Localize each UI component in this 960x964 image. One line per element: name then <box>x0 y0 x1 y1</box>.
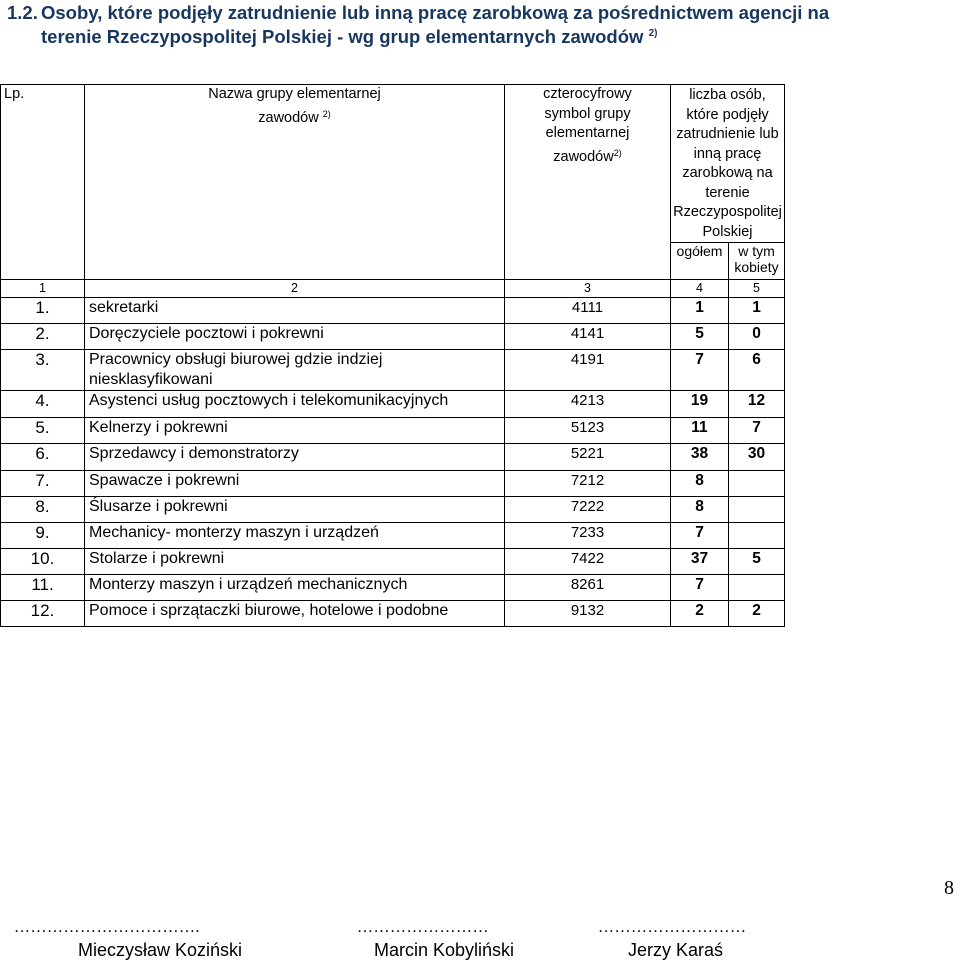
occupations-table <box>0 84 785 627</box>
signature-name: Jerzy Karaś <box>628 940 724 960</box>
row-women <box>729 471 785 497</box>
row-total: 5 <box>671 324 729 350</box>
row-total: 19 <box>671 391 729 418</box>
row-women: 0 <box>729 324 785 350</box>
row-symbol: 9132 <box>505 601 671 627</box>
header-name: Nazwa grupy elementarnej zawodów $^{2)}$ <box>85 85 505 280</box>
row-symbol: 7222 <box>505 497 671 523</box>
row-symbol: 4213 <box>505 391 671 418</box>
signature-name: Marcin Kobyliński <box>374 940 515 960</box>
row-symbol: 4191 <box>505 350 671 391</box>
row-total: 11 <box>671 418 729 444</box>
row-lp: 1. <box>1 298 85 324</box>
heading-line1: Osoby, które podjęły zatrudnienie lub inną pracę zarobkową za pośrednictwem agencji na <box>41 2 830 23</box>
row-lp: 5. <box>1 418 85 444</box>
row-total: 8 <box>671 471 729 497</box>
table-row <box>1 298 785 324</box>
row-women: 2 <box>729 601 785 627</box>
table-row <box>1 575 785 601</box>
table-row <box>1 418 785 444</box>
row-total: 38 <box>671 444 729 471</box>
column-number: 2 <box>85 280 505 298</box>
row-name: Ślusarze i pokrewni <box>85 497 505 523</box>
row-total: 8 <box>671 497 729 523</box>
row-symbol: 8261 <box>505 575 671 601</box>
row-name: Pracownicy obsługi biurowej gdzie indziej niesklasyfikowani <box>85 350 505 391</box>
row-total: 2 <box>671 601 729 627</box>
row-women: 12 <box>729 391 785 418</box>
row-name: Sprzedawcy i demonstratorzy <box>85 444 505 471</box>
row-women <box>729 497 785 523</box>
row-lp: 10. <box>1 549 85 575</box>
row-symbol: 7212 <box>505 471 671 497</box>
row-name: Kelnerzy i pokrewni <box>85 418 505 444</box>
row-lp: 3. <box>1 350 85 391</box>
heading-number: 1.2. <box>7 2 38 23</box>
table-row <box>1 391 785 418</box>
header-total: ogółem <box>671 243 729 280</box>
table-row <box>1 471 785 497</box>
row-name: sekretarki <box>85 298 505 324</box>
table-row <box>1 601 785 627</box>
row-women <box>729 523 785 549</box>
header-women: w tym kobiety <box>729 243 785 280</box>
row-symbol: 4111 <box>505 298 671 324</box>
row-name: Stolarze i pokrewni <box>85 549 505 575</box>
row-total: 7 <box>671 523 729 549</box>
signature-line: ……………………………. <box>14 919 200 936</box>
row-name: Asystenci usług pocztowych i telekomunikacyjnych <box>85 391 505 418</box>
row-women: 1 <box>729 298 785 324</box>
table-row <box>1 444 785 471</box>
row-total: 7 <box>671 350 729 391</box>
row-lp: 2. <box>1 324 85 350</box>
page-number: 8 <box>944 877 954 899</box>
row-lp: 12. <box>1 601 85 627</box>
table-row <box>1 324 785 350</box>
row-symbol: 5221 <box>505 444 671 471</box>
heading-footnote-ref: 2) <box>648 28 658 39</box>
row-lp: 7. <box>1 471 85 497</box>
row-name: Doręczyciele pocztowi i pokrewni <box>85 324 505 350</box>
header-lp: Lp. <box>1 85 85 280</box>
row-total: 1 <box>671 298 729 324</box>
table-row <box>1 523 785 549</box>
heading-line2: terenie Rzeczypospolitej Polskiej - wg grup elementarnych zawodów <box>41 26 644 47</box>
signature-name: Mieczysław Koziński <box>78 940 243 960</box>
row-women <box>729 575 785 601</box>
row-women: 5 <box>729 549 785 575</box>
column-number: 4 <box>671 280 729 298</box>
table-row <box>1 350 785 391</box>
column-number: 3 <box>505 280 671 298</box>
row-symbol: 4141 <box>505 324 671 350</box>
row-name: Monterzy maszyn i urządzeń mechanicznych <box>85 575 505 601</box>
table-heading <box>7 2 957 47</box>
row-total: 37 <box>671 549 729 575</box>
row-name: Spawacze i pokrewni <box>85 471 505 497</box>
column-number-row <box>1 280 785 298</box>
row-women: 6 <box>729 350 785 391</box>
row-name: Mechanicy- monterzy maszyn i urządzeń <box>85 523 505 549</box>
row-symbol: 7422 <box>505 549 671 575</box>
column-number: 1 <box>1 280 85 298</box>
row-women: 30 <box>729 444 785 471</box>
table-row <box>1 549 785 575</box>
row-lp: 6. <box>1 444 85 471</box>
row-lp: 8. <box>1 497 85 523</box>
row-symbol: 5123 <box>505 418 671 444</box>
row-lp: 4. <box>1 391 85 418</box>
table-row <box>1 497 785 523</box>
column-number: 5 <box>729 280 785 298</box>
signature-line: …………………… <box>357 919 489 936</box>
signature-line: ……………………… <box>598 919 747 936</box>
header-symbol: czterocyfrowy symbol grupy elementarnej zawodów$^{2)}$ <box>505 85 671 280</box>
row-name: Pomoce i sprzątaczki biurowe, hotelowe i podobne <box>85 601 505 627</box>
row-symbol: 7233 <box>505 523 671 549</box>
row-total: 7 <box>671 575 729 601</box>
header-count: liczba osób, które podjęły zatrudnienie lub inną pracę zarobkową na terenie Rzeczypospolitej Polskiej <box>671 85 785 243</box>
row-lp: 11. <box>1 575 85 601</box>
row-women: 7 <box>729 418 785 444</box>
row-lp: 9. <box>1 523 85 549</box>
header-row <box>1 85 785 243</box>
